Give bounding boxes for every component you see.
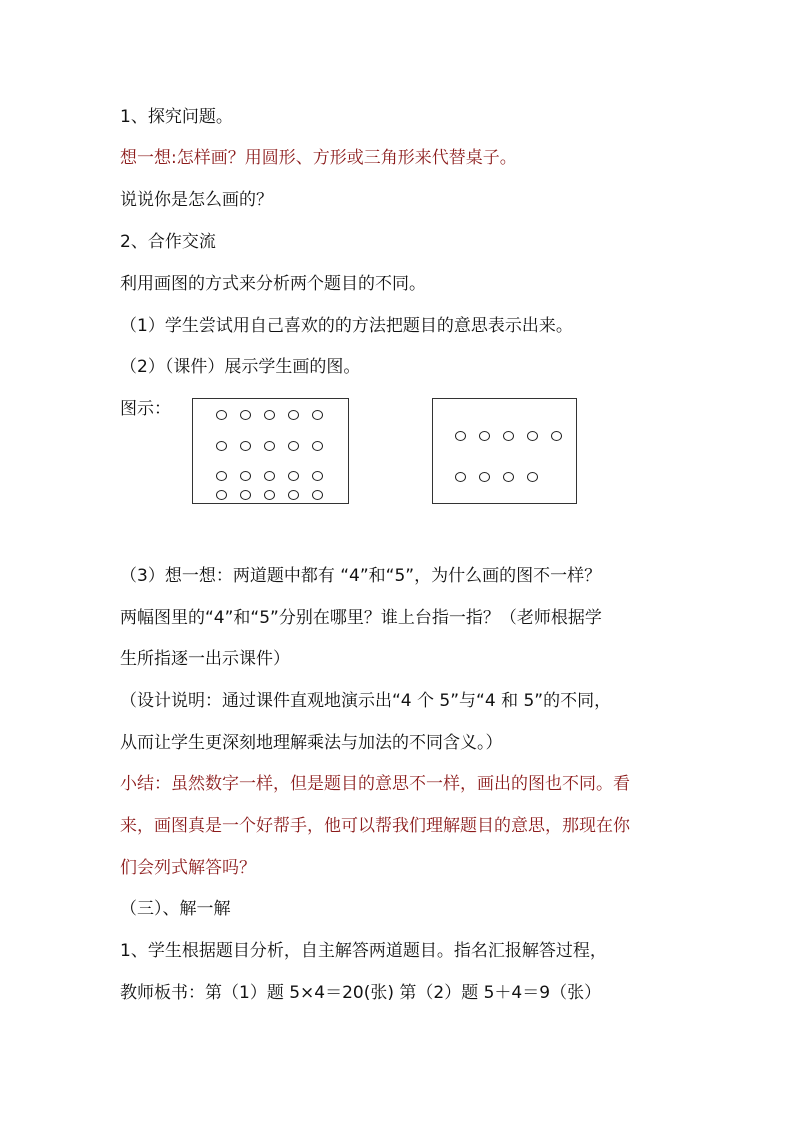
circle-shape	[503, 472, 514, 482]
summary-text-continued-2: 们会列式解答吗？	[120, 858, 256, 878]
circle-shape	[503, 431, 514, 441]
circle-shape	[455, 472, 466, 482]
circle-shape	[240, 490, 251, 500]
diagram-addition	[432, 398, 577, 504]
solve-instruction: 1、学生根据题目分析，自主解答两道题目。指名汇报解答过程，	[120, 941, 607, 961]
circle-shape	[527, 431, 538, 441]
circle-shape	[288, 471, 299, 481]
step-3-continued-2: 生所指逐一出示课件）	[120, 649, 290, 669]
heading-cooperation: 2、合作交流	[120, 232, 216, 252]
step-1-text: （1）学生尝试用自己喜欢的的方法把题目的意思表示出来。	[120, 316, 573, 336]
circle-shape	[240, 441, 251, 451]
figure-label: 图示：	[120, 399, 171, 419]
circle-shape	[288, 410, 299, 420]
diagram-multiplication	[192, 398, 349, 504]
circle-shape	[551, 431, 562, 441]
circle-shape	[240, 410, 251, 420]
circle-shape	[312, 490, 323, 500]
circle-shape	[455, 431, 466, 441]
circle-shape	[527, 472, 538, 482]
summary-text-continued: 来，画图真是一个好帮手，他可以帮我们理解题目的意思，那现在你	[120, 816, 630, 836]
circle-shape	[216, 410, 227, 420]
design-note: （设计说明：通过课件直观地演示出“4 个 5”与“4 和 5”的不同，	[120, 691, 612, 711]
circle-shape	[312, 441, 323, 451]
circle-shape	[288, 441, 299, 451]
step-3-text: （3）想一想：两道题中都有 “4”和“5”，为什么画的图不一样？	[120, 566, 602, 586]
circle-shape	[216, 441, 227, 451]
circle-shape	[264, 410, 275, 420]
circle-shape	[264, 441, 275, 451]
step-2-text: （2）（课件）展示学生画的图。	[120, 357, 361, 377]
heading-solve: （三）、解一解	[120, 899, 231, 919]
circle-shape	[216, 471, 227, 481]
design-note-continued: 从而让学生更深刻地理解乘法与加法的不同含义。）	[120, 733, 503, 753]
circle-shape	[312, 471, 323, 481]
circle-shape	[288, 490, 299, 500]
circle-shape	[479, 431, 490, 441]
summary-text: 小结：虽然数字一样，但是题目的意思不一样，画出的图也不同。看	[120, 774, 630, 794]
circle-shape	[264, 471, 275, 481]
step-3-continued: 两幅图里的“4”和“5”分别在哪里？谁上台指一指？（老师根据学	[120, 608, 602, 628]
circle-shape	[312, 410, 323, 420]
think-prompt: 想一想:怎样画？用圆形、方形或三角形来代替桌子。	[120, 148, 517, 168]
heading-explore-question: 1、探究问题。	[120, 107, 233, 127]
circle-shape	[264, 490, 275, 500]
discussion-question: 说说你是怎么画的？	[120, 190, 273, 210]
board-writing: 教师板书：第（1）题 5×4＝20(张) 第（2）题 5＋4＝9（张）	[120, 983, 602, 1003]
circle-shape	[240, 471, 251, 481]
circle-shape	[216, 490, 227, 500]
analysis-text: 利用画图的方式来分析两个题目的不同。	[120, 274, 426, 294]
circle-shape	[479, 472, 490, 482]
